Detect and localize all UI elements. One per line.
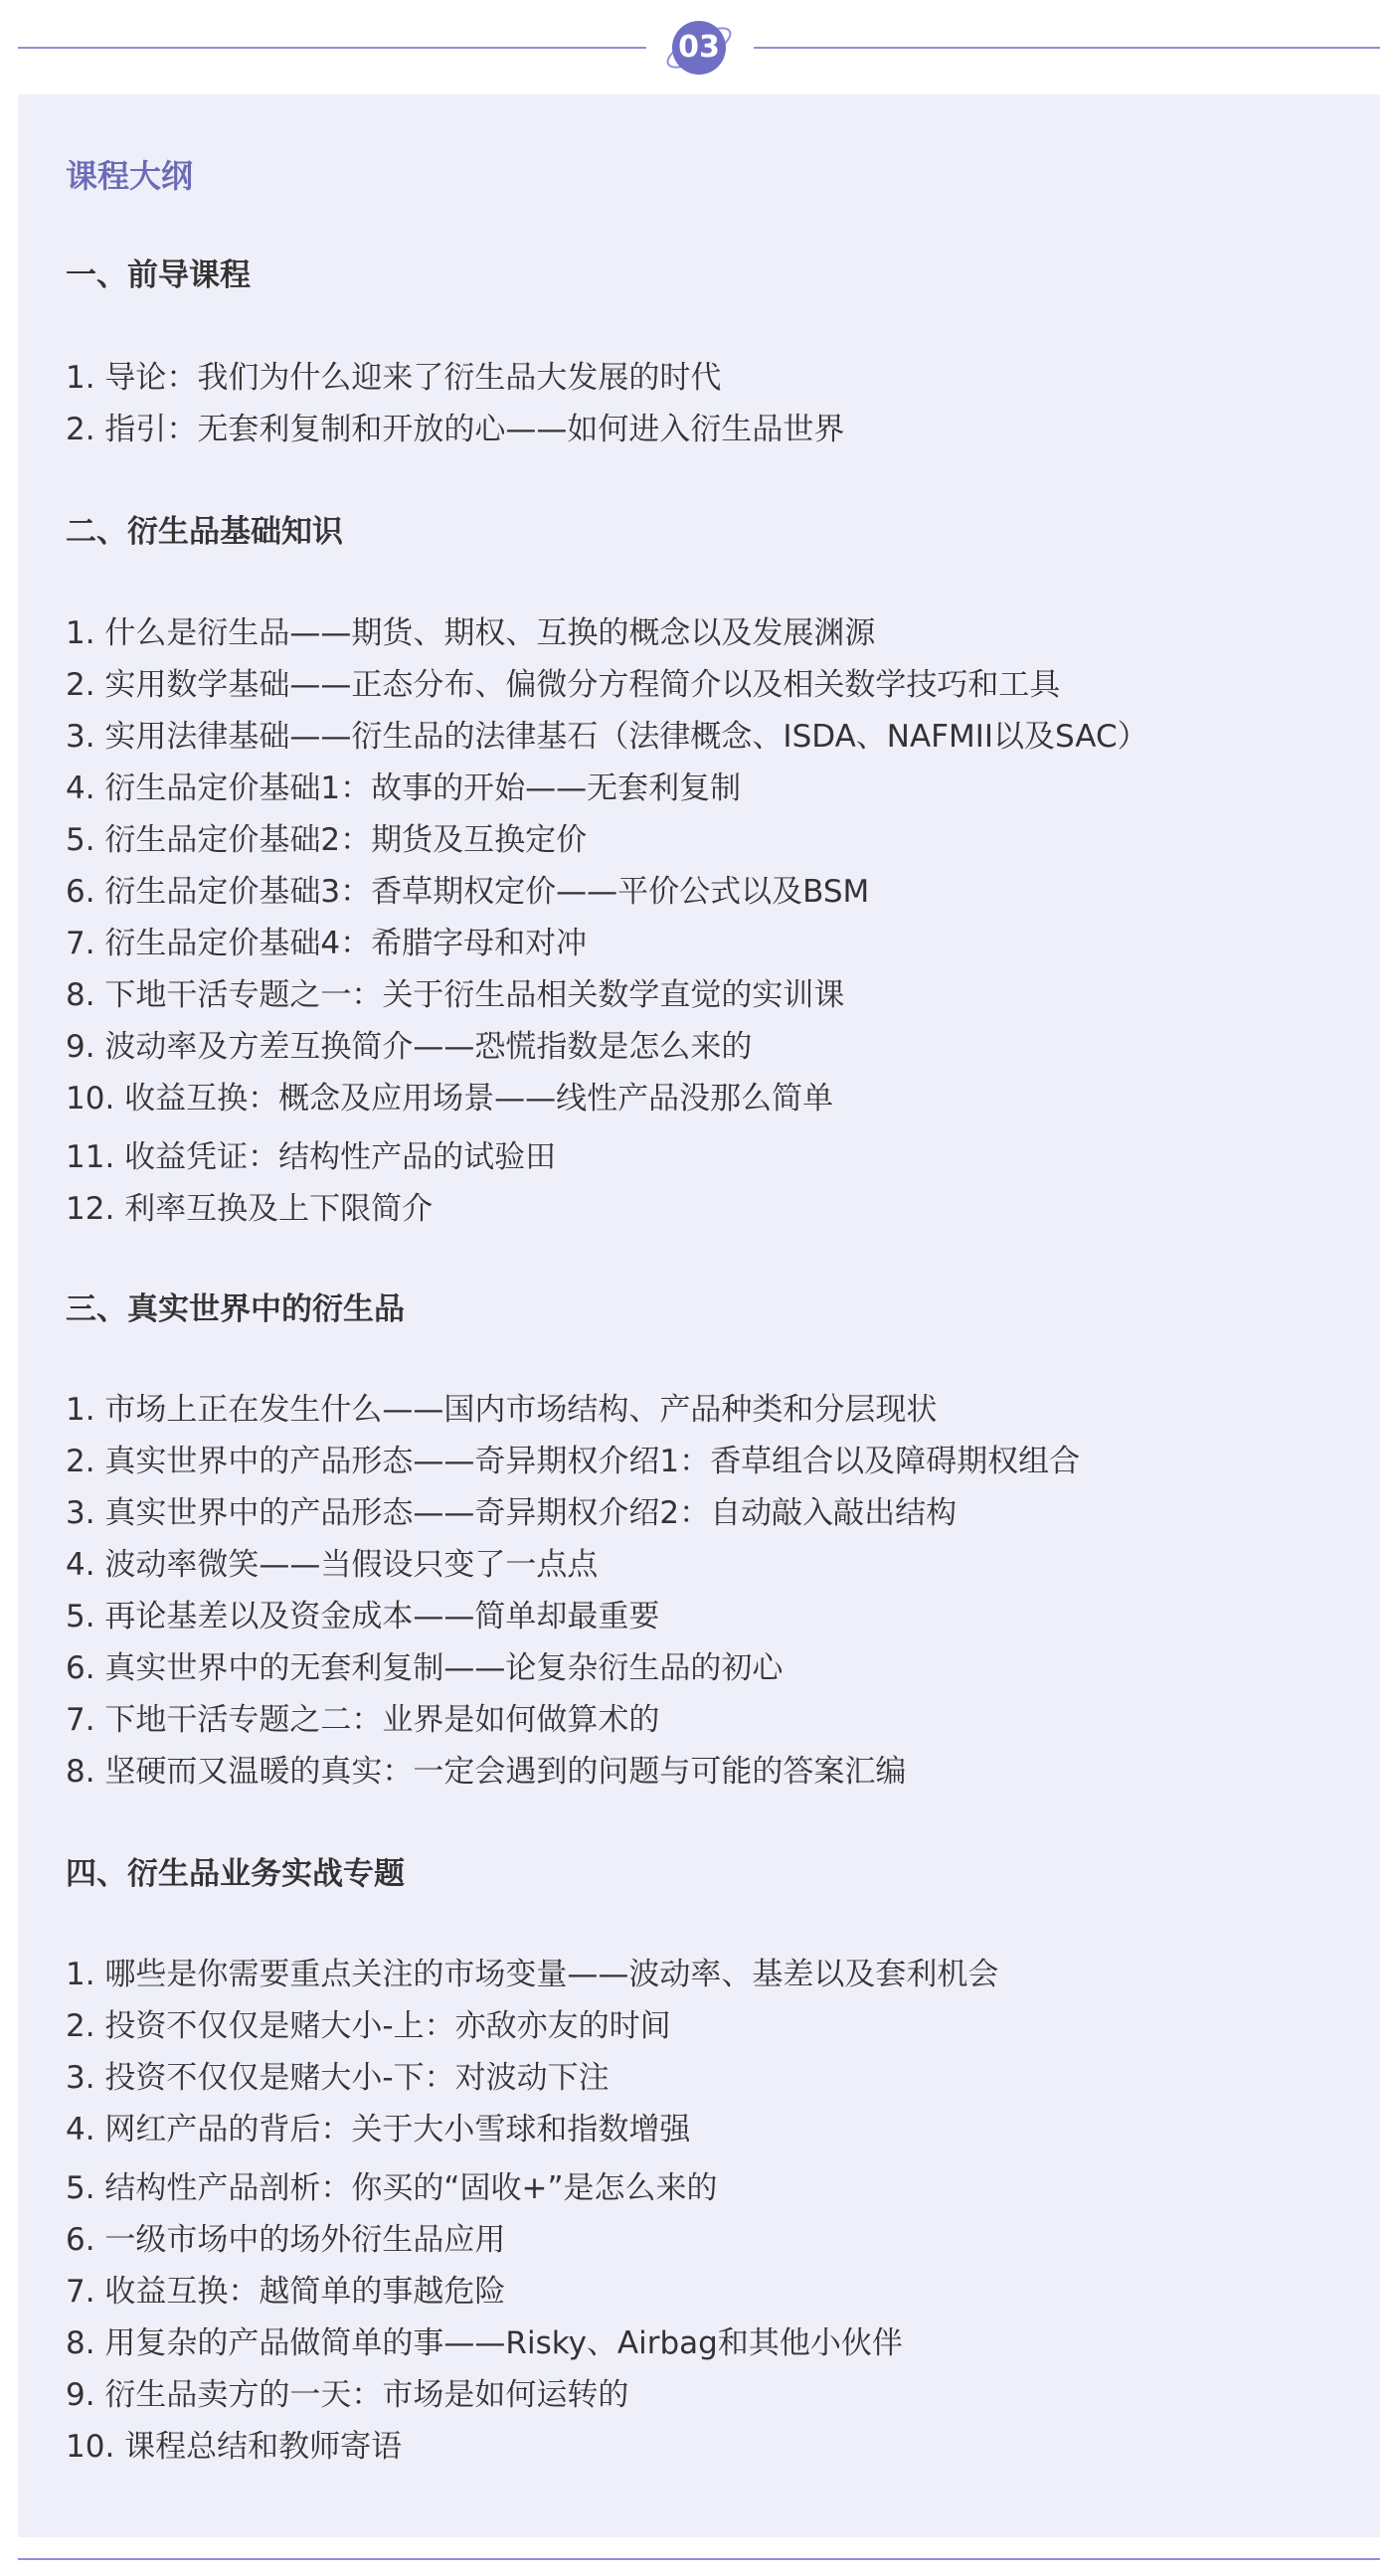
outline-item: 6. 衍生品定价基础3：香草期权定价——平价公式以及BSM bbox=[66, 874, 870, 910]
section-number-badge bbox=[662, 14, 736, 82]
outline-item: 1. 市场上正在发生什么——国内市场结构、产品种类和分层现状 bbox=[66, 1392, 938, 1428]
outline-item: 2. 指引：无套利复制和开放的心——如何进入衍生品世界 bbox=[66, 412, 845, 447]
outline-item: 5. 衍生品定价基础2：期货及互换定价 bbox=[66, 822, 588, 858]
outline-item: 3. 实用法律基础——衍生品的法律基石（法律概念、ISDA、NAFMII以及SAC） bbox=[66, 719, 1148, 755]
section-heading: 三、真实世界中的衍生品 bbox=[66, 1291, 405, 1327]
outline-item: 9. 衍生品卖方的一天：市场是如何运转的 bbox=[66, 2377, 629, 2413]
outline-item: 7. 收益互换：越简单的事越危险 bbox=[66, 2274, 506, 2310]
outline-item: 1. 导论：我们为什么迎来了衍生品大发展的时代 bbox=[66, 360, 722, 396]
outline-item: 3. 投资不仅仅是赌大小-下：对波动下注 bbox=[66, 2060, 610, 2096]
outline-item: 8. 坚硬而又温暖的真实：一定会遇到的问题与可能的答案汇编 bbox=[66, 1754, 907, 1790]
outline-item: 11. 收益凭证：结构性产品的试验田 bbox=[66, 1139, 557, 1175]
course-outline-panel bbox=[18, 94, 1380, 2537]
outline-item: 6. 真实世界中的无套利复制——论复杂衍生品的初心 bbox=[66, 1650, 784, 1686]
outline-item: 10. 课程总结和教师寄语 bbox=[66, 2429, 403, 2465]
outline-item: 1. 哪些是你需要重点关注的市场变量——波动率、基差以及套利机会 bbox=[66, 1957, 999, 1992]
outline-item: 12. 利率互换及上下限简介 bbox=[66, 1191, 434, 1227]
section-heading: 一、前导课程 bbox=[66, 258, 251, 293]
outline-item: 5. 再论基差以及资金成本——简单却最重要 bbox=[66, 1599, 660, 1634]
outline-item: 10. 收益互换：概念及应用场景——线性产品没那么简单 bbox=[66, 1081, 834, 1116]
outline-item: 3. 真实世界中的产品形态——奇异期权介绍2：自动敲入敲出结构 bbox=[66, 1495, 958, 1531]
outline-item: 2. 实用数学基础——正态分布、偏微分方程简介以及相关数学技巧和工具 bbox=[66, 667, 1061, 703]
section-number: 03 bbox=[678, 30, 720, 65]
outline-item: 6. 一级市场中的场外衍生品应用 bbox=[66, 2222, 506, 2258]
outline-item: 4. 衍生品定价基础1：故事的开始——无套利复制 bbox=[66, 771, 742, 806]
outline-item: 2. 投资不仅仅是赌大小-上：亦敌亦友的时间 bbox=[66, 2008, 671, 2044]
outline-item: 8. 下地干活专题之一：关于衍生品相关数学直觉的实训课 bbox=[66, 977, 845, 1013]
outline-item: 4. 波动率微笑——当假设只变了一点点 bbox=[66, 1547, 599, 1583]
section-heading: 二、衍生品基础知识 bbox=[66, 514, 343, 550]
footer-divider bbox=[18, 2558, 1380, 2560]
outline-item: 7. 衍生品定价基础4：希腊字母和对冲 bbox=[66, 926, 588, 961]
outline-item: 1. 什么是衍生品——期货、期权、互换的概念以及发展渊源 bbox=[66, 615, 876, 651]
header-divider-left bbox=[18, 47, 646, 49]
outline-item: 4. 网红产品的背后：关于大小雪球和指数增强 bbox=[66, 2112, 691, 2147]
outline-item: 8. 用复杂的产品做简单的事——Risky、Airbag和其他小伙伴 bbox=[66, 2325, 903, 2361]
section-heading: 四、衍生品业务实战专题 bbox=[66, 1856, 405, 1892]
outline-item: 7. 下地干活专题之二：业界是如何做算术的 bbox=[66, 1702, 660, 1738]
header-divider-right bbox=[754, 47, 1380, 49]
outline-item: 9. 波动率及方差互换简介——恐慌指数是怎么来的 bbox=[66, 1029, 753, 1065]
section-header bbox=[0, 0, 1397, 91]
outline-item: 5. 结构性产品剖析：你买的“固收+”是怎么来的 bbox=[66, 2170, 718, 2206]
outline-title: 课程大纲 bbox=[66, 157, 194, 195]
outline-item: 2. 真实世界中的产品形态——奇异期权介绍1：香草组合以及障碍期权组合 bbox=[66, 1444, 1081, 1479]
